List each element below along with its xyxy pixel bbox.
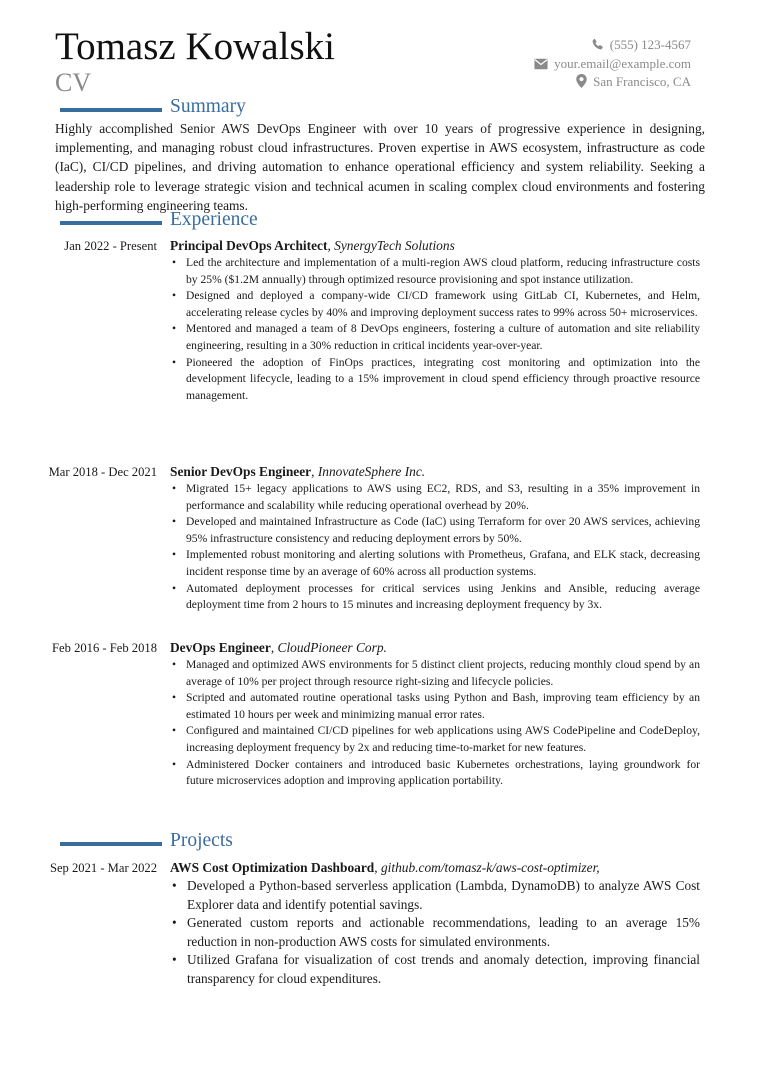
- entry-date: Sep 2021 - Mar 2022: [49, 861, 157, 875]
- map-marker-icon: [576, 74, 587, 88]
- bullet-item: • Migrated 15+ legacy applications to AWS using EC2, RDS, and S3, resulting in a 35% improvement in performance and scalability while reducing operational overhead by 20%.: [170, 481, 700, 514]
- company-name: CloudPioneer Corp.: [277, 640, 387, 655]
- document-subtitle: CV: [55, 68, 92, 97]
- location-text: San Francisco, CA: [593, 74, 691, 89]
- email-text: your.email@example.com: [554, 55, 691, 71]
- section-projects-heading: [60, 830, 710, 856]
- section-title: Experience: [170, 209, 258, 230]
- bullet-list: [170, 255, 700, 404]
- bullet-item: • Generated custom reports and actionable recommendations, leading to an average 15% reduction in non-production AWS costs for simulated environments.: [170, 914, 700, 951]
- contact-location: [534, 73, 691, 92]
- entry-date: Mar 2018 - Dec 2021: [48, 465, 157, 479]
- job-role: DevOps Engineer: [170, 640, 271, 655]
- bullet-item: • Scripted and automated routine operational tasks using Python and Bash, improving team efficiency by an estimated 10 hours per week and minimizing manual error rates.: [170, 690, 700, 723]
- company-name: SynergyTech Solutions: [334, 238, 455, 253]
- section-experience-heading: [60, 209, 710, 235]
- section-accent-bar: [60, 221, 162, 225]
- project-name: AWS Cost Optimization Dashboard: [170, 860, 375, 875]
- entry-title: Senior DevOps Engineer, InnovateSphere Inc.: [170, 464, 426, 479]
- entry-date: Feb 2016 - Feb 2018: [52, 641, 157, 655]
- entry-title: DevOps Engineer, CloudPioneer Corp.: [170, 640, 387, 655]
- entry-body: [170, 237, 700, 404]
- job-role: Senior DevOps Engineer: [170, 464, 312, 479]
- bullet-item: • Mentored and managed a team of 8 DevOps engineers, fostering a culture of automation and site reliability engineering, resulting in a 30% reduction in critical incidents year-over-year.: [170, 321, 700, 354]
- bullet-item: • Managed and optimized AWS environments for 5 distinct client projects, reducing monthly cloud spend by an average of 10% per project through resource right-sizing and lifecycle policies.: [170, 657, 700, 690]
- entry-body: [170, 859, 700, 989]
- company-name: InnovateSphere Inc.: [317, 464, 426, 479]
- contact-phone[interactable]: [534, 36, 691, 55]
- entry-body: [170, 639, 700, 790]
- bullet-item: • Automated deployment processes for critical services using Jenkins and Ansible, reducing average deployment time from 2 hours to 15 minutes and increasing deployment frequency by 3x.: [170, 581, 700, 614]
- section-title: Summary: [170, 96, 246, 117]
- section-title: Projects: [170, 830, 233, 851]
- entry-title: Principal DevOps Architect, SynergyTech Solutions: [170, 238, 455, 253]
- bullet-list: [170, 877, 700, 989]
- bullet-item: • Pioneered the adoption of FinOps practices, integrating cost monitoring and optimization into the development lifecycle, leading to a 15% improvement in cloud spend efficiency through proactive resource management.: [170, 355, 700, 405]
- section-accent-bar: [60, 108, 162, 112]
- project-link[interactable]: github.com/tomasz-k/aws-cost-optimizer,: [380, 860, 600, 875]
- bullet-item: • Configured and maintained CI/CD pipelines for web applications using AWS CodePipeline and CodeDeploy, increasing deployment frequency by 2x and reducing time-to-market for new features.: [170, 723, 700, 756]
- summary-text: Highly accomplished Senior AWS DevOps Engineer with over 10 years of progressive experience in designing, implementing, and managing robust cloud infrastructures. Proven expertise in AWS ecosystem, infrastructure as code (IaC), CI/CD pipelines, and driving automation to enhance operational efficiency and system reliability. Seeking a leadership role to leverage strategic vision and technical acumen in scaling complex cloud environments and fostering high-performing engineering teams.: [55, 121, 705, 213]
- bullet-item: • Administered Docker containers and introduced basic Kubernetes orchestrations, laying groundwork for future microservices adoption and improving application portability.: [170, 757, 700, 790]
- bullet-item: • Developed and maintained Infrastructure as Code (IaC) using Terraform for over 20 AWS services, achieving 95% infrastructure consistency and reducing deployment errors by 50%.: [170, 514, 700, 547]
- bullet-item: • Utilized Grafana for visualization of cost trends and anomaly detection, improving financial transparency for cloud expenditures.: [170, 951, 700, 988]
- envelope-icon: [534, 58, 548, 70]
- job-role: Principal DevOps Architect: [170, 238, 328, 253]
- phone-text: (555) 123-4567: [609, 37, 691, 52]
- bullet-item: • Led the architecture and implementation of a multi-region AWS cloud platform, reducing infrastructure costs by 25% ($1.2M annually) through optimized resource provisioning and spot instance utilization.: [170, 255, 700, 288]
- bullet-item: • Developed a Python-based serverless application (Lambda, DynamoDB) to analyze AWS Cost Explorer data and identify potential savings.: [170, 877, 700, 914]
- bullet-list: [170, 657, 700, 790]
- bullet-item: • Designed and deployed a company-wide CI/CD framework using GitLab CI, Kubernetes, and Helm, accelerating release cycles by 40% and improving deployment success rates to 99% across 50+ microservices.: [170, 288, 700, 321]
- section-accent-bar: [60, 842, 162, 846]
- contact-email[interactable]: [534, 55, 691, 74]
- entry-title: AWS Cost Optimization Dashboard, github.com/tomasz-k/aws-cost-optimizer,: [170, 860, 600, 875]
- bullet-list: [170, 481, 700, 614]
- candidate-name: Tomasz Kowalski: [55, 25, 335, 68]
- phone-icon: [591, 38, 604, 51]
- bullet-item: • Implemented robust monitoring and alerting solutions with Prometheus, Grafana, and ELK stack, decreasing incident response time by an average of 60% across all production systems.: [170, 547, 700, 580]
- contact-block: [534, 36, 691, 92]
- entry-date: Jan 2022 - Present: [64, 239, 157, 253]
- entry-body: [170, 463, 700, 614]
